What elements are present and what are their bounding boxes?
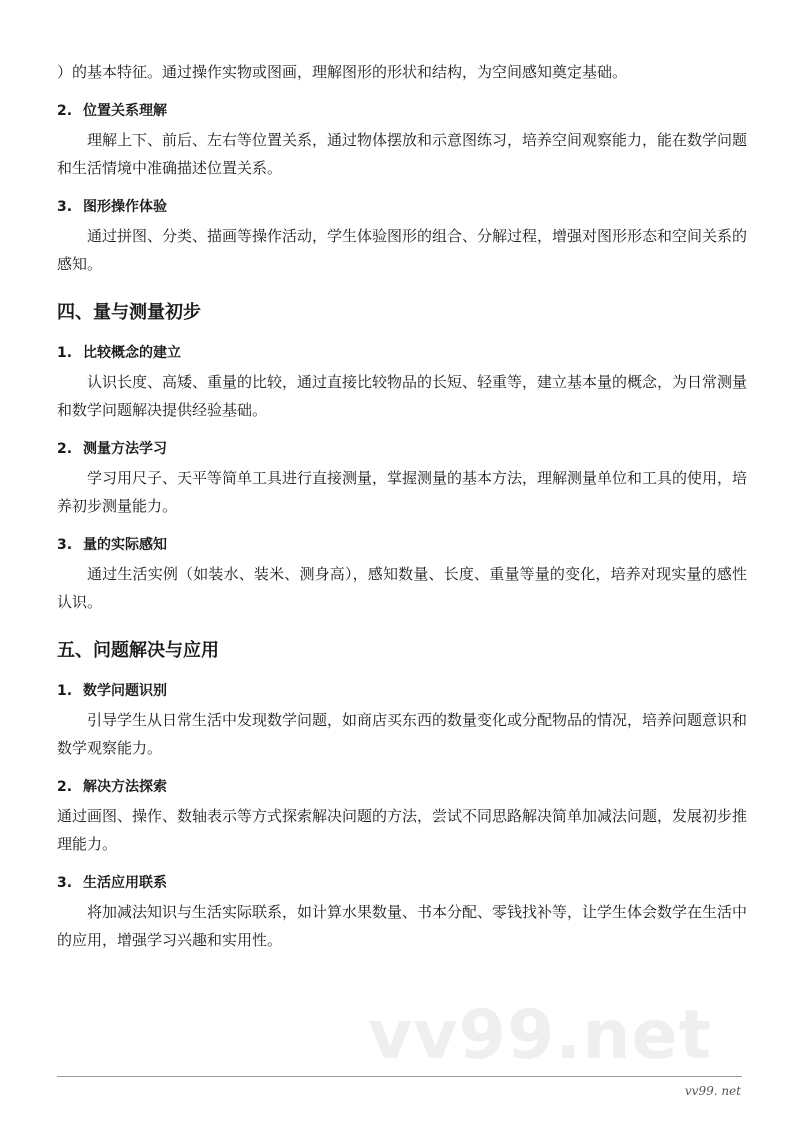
subheading-number: 2.	[57, 779, 73, 795]
subheading-method-explore	[57, 776, 747, 798]
watermark-text: vv99.net	[368, 996, 713, 1075]
paragraph-life-application: 将加减法知识与生活实际联系，如计算水果数量、书本分配、零钱找补等，让学生体会数学在生活中的应用，增强学习兴趣和实用性。	[57, 903, 748, 949]
subheading-problem-identify	[57, 680, 747, 702]
subheading-number: 3.	[57, 199, 73, 215]
subheading-number: 3.	[57, 537, 73, 553]
subheading-title: 位置关系理解	[83, 103, 167, 119]
paragraph-shape-operation: 通过拼图、分类、描画等操作活动，学生体验图形的组合、分解过程，增强对图形形态和空间关系的感知。	[57, 227, 748, 273]
paragraph-quantity-perception: 通过生活实例（如装水、装米、测身高），感知数量、长度、重量等量的变化，培养对现实量的感性认识。	[57, 565, 747, 611]
subheading-number: 2.	[57, 103, 73, 119]
subheading-measure-method	[57, 438, 747, 460]
subheading-position-relations	[57, 100, 747, 122]
subheading-number: 1.	[57, 345, 73, 361]
paragraph-method-explore: 通过画图、操作、数轴表示等方式探索解决问题的方法，尝试不同思路解决简单加减法问题，发展初步推理能力。	[57, 807, 748, 853]
subheading-number: 2.	[57, 441, 73, 457]
subheading-title: 生活应用联系	[83, 875, 167, 891]
section-heading-problem-solving: 五、问题解决与应用	[57, 640, 219, 661]
subheading-quantity-perception	[57, 534, 747, 556]
document-content	[57, 58, 747, 954]
intro-paragraph: ）的基本特征。通过操作实物或图画，理解图形的形状和结构，为空间感知奠定基础。	[57, 63, 628, 81]
paragraph-measure-method: 学习用尺子、天平等简单工具进行直接测量，掌握测量的基本方法，理解测量单位和工具的使用，培养初步测量能力。	[57, 469, 748, 515]
subheading-title: 图形操作体验	[83, 199, 167, 215]
subheading-title: 数学问题识别	[83, 683, 167, 699]
subheading-comparison	[57, 342, 747, 364]
paragraph-position-relations: 理解上下、前后、左右等位置关系，通过物体摆放和示意图练习，培养空间观察能力，能在数学问题和生活情境中准确描述位置关系。	[57, 131, 748, 177]
subheading-shape-operation	[57, 196, 747, 218]
subheading-number: 3.	[57, 875, 73, 891]
paragraph-problem-identify: 引导学生从日常生活中发现数学问题，如商店买东西的数量变化或分配物品的情况，培养问题意识和数学观察能力。	[57, 711, 748, 757]
subheading-title: 量的实际感知	[83, 537, 167, 553]
subheading-title: 比较概念的建立	[83, 345, 181, 361]
footer-divider	[57, 1076, 742, 1077]
subheading-life-application	[57, 872, 747, 894]
subheading-title: 解决方法探索	[83, 779, 167, 795]
section-heading-measurement: 四、量与测量初步	[57, 302, 201, 323]
paragraph-comparison: 认识长度、高矮、重量的比较，通过直接比较物品的长短、轻重等，建立基本量的概念，为日常测量和数学问题解决提供经验基础。	[57, 373, 748, 419]
footer-site-label: vv99. net	[684, 1084, 741, 1098]
subheading-number: 1.	[57, 683, 73, 699]
subheading-title: 测量方法学习	[83, 441, 167, 457]
